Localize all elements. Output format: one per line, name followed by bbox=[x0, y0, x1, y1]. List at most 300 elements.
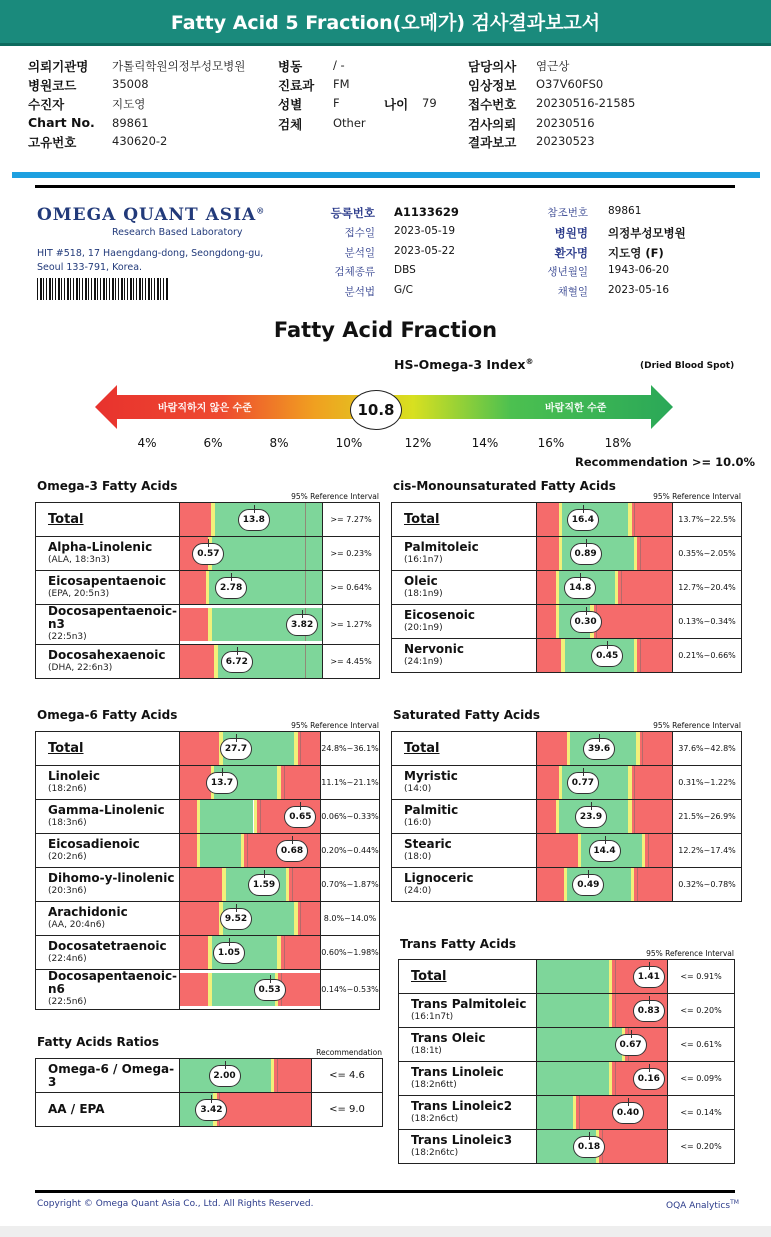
saturated-table bbox=[391, 731, 742, 902]
result-value-bubble: 16.4 bbox=[567, 509, 599, 531]
fatty-acid-notation: (24:0) bbox=[404, 885, 432, 896]
fatty-acid-label: Alpha-Linolenic bbox=[48, 539, 153, 554]
level-bar bbox=[180, 834, 320, 867]
range-segment bbox=[217, 1093, 311, 1126]
reference-range: <= 9.0 bbox=[312, 1093, 383, 1127]
fatty-acid-name bbox=[36, 800, 180, 834]
level-bar-cell bbox=[537, 1096, 668, 1130]
table-row bbox=[392, 834, 742, 868]
reference-range: 0.35%~2.05% bbox=[673, 537, 742, 571]
table-row bbox=[36, 1093, 383, 1127]
lab-address-line2: Seoul 133-791, Korea. bbox=[37, 262, 143, 273]
result-value-bubble: 2.78 bbox=[215, 577, 247, 599]
level-bar-cell bbox=[180, 605, 323, 645]
fatty-acid-label: Trans Linoleic2 bbox=[411, 1098, 513, 1113]
fatty-acid-name bbox=[399, 1028, 537, 1062]
level-bar bbox=[180, 868, 320, 901]
level-bar-cell bbox=[180, 537, 323, 571]
level-bar-cell bbox=[180, 936, 321, 970]
reference-line bbox=[634, 766, 635, 799]
range-segment bbox=[180, 571, 206, 604]
patient-field-value: F bbox=[333, 96, 340, 110]
reference-line bbox=[615, 1062, 616, 1095]
report-title: Fatty Acid 5 Fraction(오메가) 검사결과보고서 bbox=[0, 0, 771, 46]
omega3-table bbox=[35, 502, 380, 679]
fatty-acid-notation: (20:3n6) bbox=[48, 885, 87, 896]
range-segment bbox=[537, 1028, 622, 1061]
patient-field-label: 수진자 bbox=[28, 97, 65, 112]
level-bar bbox=[180, 503, 322, 536]
reference-range: <= 0.14% bbox=[668, 1096, 735, 1130]
trans-heading: Trans Fatty Acids bbox=[400, 937, 517, 951]
reference-line bbox=[648, 834, 649, 867]
patient-field-label: 성별 bbox=[278, 97, 303, 112]
reference-heading: 95% Reference Interval bbox=[291, 721, 379, 730]
fatty-acid-name bbox=[36, 732, 180, 766]
result-value-bubble: 13.7 bbox=[206, 772, 238, 794]
range-segment bbox=[180, 936, 208, 969]
level-bar-cell bbox=[180, 1093, 312, 1127]
range-segment bbox=[637, 537, 672, 570]
range-segment bbox=[180, 902, 219, 935]
table-row bbox=[36, 1059, 383, 1093]
range-segment bbox=[537, 732, 567, 765]
registration-label: 분석일 bbox=[344, 247, 375, 259]
fatty-acid-name bbox=[399, 1096, 537, 1130]
omega6-table bbox=[35, 731, 380, 1010]
level-bar bbox=[180, 608, 322, 641]
reference-line bbox=[284, 936, 285, 969]
table-row bbox=[36, 766, 380, 800]
patient-field-label: 담당의사 bbox=[468, 59, 517, 74]
fatty-acid-label: Trans Linoleic bbox=[411, 1064, 504, 1079]
table-row bbox=[36, 970, 380, 1010]
level-bar bbox=[537, 732, 672, 765]
fatty-acid-label: Docosapentaenoic-n6 bbox=[48, 969, 178, 996]
fatty-acid-name bbox=[392, 503, 537, 537]
level-bar bbox=[180, 936, 320, 969]
fatty-acid-label: Palmitoleic bbox=[404, 539, 479, 554]
fatty-acid-name bbox=[36, 645, 180, 679]
registration-label: 등록번호 bbox=[330, 206, 375, 220]
divider bbox=[12, 172, 760, 178]
reference-range: 24.8%~36.1% bbox=[321, 732, 380, 766]
reference-line bbox=[615, 994, 616, 1027]
reference-line bbox=[260, 800, 261, 833]
level-bar-cell bbox=[180, 571, 323, 605]
fatty-acid-label: Trans Oleic bbox=[411, 1030, 486, 1045]
bad-level-label: 바람직하지 않은 수준 bbox=[158, 403, 252, 414]
range-segment bbox=[281, 936, 320, 969]
fatty-acid-name bbox=[36, 834, 180, 868]
level-bar bbox=[537, 537, 672, 570]
result-value-bubble: 0.30 bbox=[570, 611, 602, 633]
registration-label: 접수일 bbox=[344, 227, 375, 239]
reference-range: >= 7.27% bbox=[323, 503, 380, 537]
range-segment bbox=[180, 732, 219, 765]
lab-tagline: Research Based Laboratory bbox=[112, 227, 243, 238]
reference-range: >= 0.64% bbox=[323, 571, 380, 605]
fatty-acid-notation: (16:0) bbox=[404, 817, 432, 828]
index-subtitle: HS-Omega-3 Index® bbox=[394, 357, 534, 373]
fatty-acid-label: Docosahexaenoic bbox=[48, 647, 166, 662]
level-bar bbox=[537, 1096, 667, 1129]
fatty-acid-name bbox=[399, 960, 537, 994]
fatty-acid-name bbox=[36, 936, 180, 970]
age-label: 나이 bbox=[384, 97, 409, 112]
range-segment bbox=[537, 571, 556, 604]
level-bar-cell bbox=[537, 639, 673, 673]
level-bar-cell bbox=[537, 766, 673, 800]
fatty-acid-label: Trans Linoleic3 bbox=[411, 1132, 513, 1147]
level-bar bbox=[537, 605, 672, 638]
patient-field-value: 염근상 bbox=[536, 59, 570, 73]
fatty-acid-name bbox=[392, 537, 537, 571]
range-segment bbox=[637, 639, 672, 672]
reference-range: <= 4.6 bbox=[312, 1059, 383, 1093]
index-tick-label: 16% bbox=[537, 436, 565, 450]
level-bar bbox=[537, 503, 672, 536]
registration-value: DBS bbox=[394, 264, 416, 276]
fatty-acid-notation: (14:0) bbox=[404, 783, 432, 794]
fatty-acid-name bbox=[392, 868, 537, 902]
result-value-bubble: 1.41 bbox=[633, 966, 665, 988]
table-row bbox=[392, 800, 742, 834]
registration-value: 2023-05-16 bbox=[608, 284, 670, 296]
fatty-acid-notation: (22:5n6) bbox=[48, 997, 87, 1007]
level-bar-cell bbox=[537, 732, 673, 766]
level-bar-cell bbox=[180, 868, 321, 902]
range-segment bbox=[634, 868, 672, 901]
age-value: 79 bbox=[422, 96, 437, 110]
reference-range: 0.70%~1.87% bbox=[321, 868, 380, 902]
table-row bbox=[36, 571, 380, 605]
table-row bbox=[36, 868, 380, 902]
registration-label: 분석법 bbox=[344, 286, 375, 298]
table-row bbox=[36, 834, 380, 868]
fatty-acid-name bbox=[36, 605, 180, 645]
reference-heading: Recommendation bbox=[316, 1048, 382, 1057]
level-bar-cell bbox=[537, 605, 673, 639]
reference-range: 37.6%~42.8% bbox=[673, 732, 742, 766]
reference-range: <= 0.20% bbox=[668, 994, 735, 1028]
fatty-acid-label: Nervonic bbox=[404, 641, 464, 656]
index-tick-label: 18% bbox=[604, 436, 632, 450]
patient-field-label: 병원코드 bbox=[28, 78, 77, 93]
result-value-bubble: 13.8 bbox=[238, 509, 270, 531]
level-bar bbox=[180, 766, 320, 799]
reference-range: 0.20%~0.44% bbox=[321, 834, 380, 868]
index-recommendation: Recommendation >= 10.0% bbox=[575, 455, 756, 469]
range-segment bbox=[200, 800, 253, 833]
reference-range: 13.7%~22.5% bbox=[673, 503, 742, 537]
patient-field-label: 검체 bbox=[278, 117, 303, 132]
level-bar-cell bbox=[537, 537, 673, 571]
reference-line bbox=[300, 732, 301, 765]
table-row bbox=[392, 766, 742, 800]
omega3-heading: Omega-3 Fatty Acids bbox=[37, 479, 178, 493]
registration-value: 89861 bbox=[608, 205, 642, 217]
range-segment bbox=[599, 1130, 667, 1163]
table-row bbox=[36, 605, 380, 645]
level-bar bbox=[537, 994, 667, 1027]
level-bar-cell bbox=[180, 503, 323, 537]
level-bar bbox=[537, 571, 672, 604]
registration-label: 참조번호 bbox=[547, 207, 588, 219]
fatty-acid-name bbox=[392, 800, 537, 834]
monounsat-heading: cis-Monounsaturated Fatty Acids bbox=[393, 479, 616, 493]
reference-line bbox=[284, 766, 285, 799]
result-value-bubble: 0.89 bbox=[570, 543, 602, 565]
level-bar-cell bbox=[180, 766, 321, 800]
level-bar-cell bbox=[537, 571, 673, 605]
table-row bbox=[392, 868, 742, 902]
patient-field-value: 20230516-21585 bbox=[536, 96, 636, 110]
reference-line bbox=[621, 571, 622, 604]
table-row bbox=[36, 732, 380, 766]
result-value-bubble: 0.16 bbox=[633, 1068, 665, 1090]
result-value-bubble: 39.6 bbox=[583, 738, 615, 760]
reference-line bbox=[634, 800, 635, 833]
level-bar-cell bbox=[537, 1028, 668, 1062]
level-bar bbox=[537, 766, 672, 799]
fatty-acid-label: Eicosadienoic bbox=[48, 836, 140, 851]
ratios-heading: Fatty Acids Ratios bbox=[37, 1035, 160, 1049]
reference-range: 0.31%~1.22% bbox=[673, 766, 742, 800]
fatty-acid-name bbox=[399, 1130, 537, 1164]
registration-label: 채혈일 bbox=[557, 286, 588, 298]
range-segment bbox=[537, 537, 559, 570]
registration-label: 병원명 bbox=[554, 226, 588, 240]
reference-line bbox=[615, 960, 616, 993]
reference-heading: 95% Reference Interval bbox=[653, 492, 741, 501]
fatty-acid-notation: (18:0) bbox=[404, 851, 432, 862]
fatty-acid-notation: (18:2n6tt) bbox=[411, 1079, 457, 1090]
range-segment bbox=[537, 994, 609, 1027]
patient-field-label: 병동 bbox=[278, 59, 303, 74]
patient-field-value: / - bbox=[333, 58, 345, 72]
result-value-bubble: 14.8 bbox=[564, 577, 596, 599]
table-row bbox=[36, 902, 380, 936]
result-value-bubble: 3.42 bbox=[195, 1099, 227, 1121]
level-bar bbox=[537, 834, 672, 867]
table-row bbox=[36, 503, 380, 537]
fatty-acid-notation: (AA, 20:4n6) bbox=[48, 919, 105, 930]
patient-field-value: 430620-2 bbox=[112, 134, 168, 148]
result-value-bubble: 0.77 bbox=[567, 772, 599, 794]
result-value-bubble: 3.82 bbox=[286, 614, 318, 636]
fatty-acid-label: Eicosapentaenoic bbox=[48, 573, 167, 588]
level-bar bbox=[537, 1130, 667, 1163]
monounsat-table bbox=[391, 502, 742, 673]
range-segment bbox=[537, 1096, 573, 1129]
reference-range: 12.2%~17.4% bbox=[673, 834, 742, 868]
level-bar-cell bbox=[537, 834, 673, 868]
patient-field-value: Other bbox=[333, 116, 366, 130]
level-bar-cell bbox=[537, 1130, 668, 1164]
range-segment bbox=[200, 834, 241, 867]
table-row bbox=[399, 1062, 735, 1096]
reference-range: 8.0%~14.0% bbox=[321, 902, 380, 936]
level-bar-cell bbox=[537, 960, 668, 994]
fatty-acid-label: Palmitic bbox=[404, 802, 459, 817]
index-tick-label: 14% bbox=[471, 436, 499, 450]
fatty-acid-name bbox=[392, 766, 537, 800]
fatty-acid-notation: (20:2n6) bbox=[48, 851, 87, 862]
range-segment bbox=[274, 1059, 311, 1092]
page-bottom-strip bbox=[0, 1226, 771, 1237]
level-bar-cell bbox=[180, 645, 323, 679]
result-value-bubble: 23.9 bbox=[575, 806, 607, 828]
fatty-acid-label: Total bbox=[411, 969, 447, 984]
fatty-acid-notation: (18:3n6) bbox=[48, 817, 87, 828]
level-bar-cell bbox=[537, 1062, 668, 1096]
level-bar bbox=[180, 973, 320, 1006]
result-value-bubble: 0.83 bbox=[633, 1000, 665, 1022]
range-segment bbox=[537, 834, 578, 867]
result-value-bubble: 27.7 bbox=[220, 738, 252, 760]
reference-heading: 95% Reference Interval bbox=[653, 721, 741, 730]
reference-line bbox=[642, 732, 643, 765]
fatty-acid-name bbox=[392, 605, 537, 639]
range-segment bbox=[537, 639, 561, 672]
reference-line bbox=[637, 868, 638, 901]
table-row bbox=[392, 537, 742, 571]
result-value-bubble: 14.4 bbox=[589, 840, 621, 862]
fatty-acid-label: Arachidonic bbox=[48, 904, 128, 919]
level-bar bbox=[180, 645, 322, 678]
reference-range: 0.60%~1.98% bbox=[321, 936, 380, 970]
saturated-heading: Saturated Fatty Acids bbox=[393, 708, 540, 722]
registration-value: A1133629 bbox=[394, 205, 459, 219]
copyright: Copyright © Omega Quant Asia Co., Ltd. All Rights Reserved. bbox=[37, 1199, 314, 1209]
range-segment bbox=[180, 608, 208, 641]
range-segment bbox=[640, 732, 672, 765]
fatty-acid-label: Docosapentaenoic-n3 bbox=[48, 604, 178, 631]
fatty-acid-label: Total bbox=[404, 741, 440, 756]
reference-line bbox=[640, 639, 641, 672]
fatty-acid-name bbox=[36, 766, 180, 800]
reference-range: 0.32%~0.78% bbox=[673, 868, 742, 902]
level-bar bbox=[537, 800, 672, 833]
reference-line bbox=[305, 537, 306, 570]
fatty-acid-notation: (20:1n9) bbox=[404, 622, 443, 633]
result-value-bubble: 1.59 bbox=[248, 874, 280, 896]
reference-range: >= 4.45% bbox=[323, 645, 380, 679]
result-value-bubble: 0.18 bbox=[573, 1136, 605, 1158]
reference-range: >= 1.27% bbox=[323, 605, 380, 645]
table-row bbox=[399, 960, 735, 994]
fatty-acid-label: Trans Palmitoleic bbox=[411, 996, 527, 1011]
fatty-acid-notation: (22:4n6) bbox=[48, 953, 87, 964]
reference-range: 0.06%~0.33% bbox=[321, 800, 380, 834]
range-segment bbox=[594, 605, 672, 638]
fatty-acid-label: Omega-6 / Omega-3 bbox=[48, 1061, 175, 1089]
range-segment bbox=[180, 868, 222, 901]
level-bar-cell bbox=[180, 1059, 312, 1093]
range-segment bbox=[537, 960, 609, 993]
range-segment bbox=[180, 503, 211, 536]
range-segment bbox=[537, 605, 556, 638]
section-title: Fatty Acid Fraction bbox=[273, 318, 498, 342]
reference-range: >= 0.23% bbox=[323, 537, 380, 571]
patient-field-label: 임상정보 bbox=[468, 78, 517, 93]
fatty-acid-label: Dihomo-y-linolenic bbox=[48, 870, 175, 885]
patient-field-value: 지도영 bbox=[112, 97, 146, 111]
reference-line bbox=[305, 645, 306, 678]
level-bar-cell bbox=[180, 970, 321, 1010]
barcode bbox=[37, 278, 169, 300]
range-segment bbox=[537, 868, 564, 901]
fatty-acid-name bbox=[36, 537, 180, 571]
registration-value: 2023-05-22 bbox=[394, 245, 456, 257]
table-row bbox=[36, 645, 380, 679]
reference-range: <= 0.91% bbox=[668, 960, 735, 994]
fatty-acid-name bbox=[36, 1093, 180, 1127]
fatty-acid-label: Myristic bbox=[404, 768, 458, 783]
trans-table bbox=[398, 959, 735, 1164]
level-bar bbox=[180, 537, 322, 570]
range-segment bbox=[281, 766, 320, 799]
reference-range: <= 0.20% bbox=[668, 1130, 735, 1164]
registration-label: 생년월일 bbox=[547, 266, 588, 278]
registration-value: 지도영 (F) bbox=[608, 246, 664, 260]
reference-line bbox=[300, 902, 301, 935]
reference-range: 12.7%~20.4% bbox=[673, 571, 742, 605]
patient-field-value: O37V60FS0 bbox=[536, 77, 604, 91]
level-bar-cell bbox=[180, 902, 321, 936]
table-row bbox=[392, 639, 742, 673]
range-segment bbox=[537, 503, 559, 536]
fatty-acid-label: Oleic bbox=[404, 573, 438, 588]
divider bbox=[35, 1190, 735, 1193]
range-segment bbox=[180, 834, 197, 867]
result-value-bubble: 0.53 bbox=[254, 979, 286, 1001]
table-row bbox=[399, 994, 735, 1028]
fatty-acid-notation: (18:1t) bbox=[411, 1045, 442, 1056]
fatty-acid-name bbox=[392, 639, 537, 673]
reference-line bbox=[305, 503, 306, 536]
result-value-bubble: 2.00 bbox=[209, 1065, 241, 1087]
patient-field-label: Chart No. bbox=[28, 115, 95, 130]
reference-heading: 95% Reference Interval bbox=[646, 949, 734, 958]
level-bar-cell bbox=[180, 732, 321, 766]
fatty-acid-notation: (22:5n3) bbox=[48, 632, 87, 642]
index-tick-label: 4% bbox=[137, 436, 157, 450]
fatty-acid-name bbox=[36, 868, 180, 902]
fatty-acid-label: Total bbox=[48, 741, 84, 756]
level-bar-cell bbox=[537, 800, 673, 834]
reference-range: <= 0.09% bbox=[668, 1062, 735, 1096]
reference-range: 11.1%~21.1% bbox=[321, 766, 380, 800]
level-bar-cell bbox=[180, 800, 321, 834]
level-bar bbox=[180, 902, 320, 935]
fatty-acid-notation: (16:1n7t) bbox=[411, 1011, 454, 1022]
result-value-bubble: 0.68 bbox=[276, 840, 308, 862]
ratios-table bbox=[35, 1058, 383, 1127]
fatty-acid-name bbox=[36, 1059, 180, 1093]
fatty-acid-notation: (ALA, 18:3n3) bbox=[48, 554, 110, 565]
level-bar-cell bbox=[537, 868, 673, 902]
registration-label: 환자명 bbox=[554, 246, 588, 260]
reference-range: 0.14%~0.53% bbox=[321, 970, 380, 1010]
reference-line bbox=[305, 571, 306, 604]
result-value-bubble: 0.45 bbox=[591, 645, 623, 667]
range-segment bbox=[180, 800, 197, 833]
fatty-acid-label: Gamma-Linolenic bbox=[48, 802, 165, 817]
level-bar bbox=[180, 732, 320, 765]
table-row bbox=[399, 1130, 735, 1164]
